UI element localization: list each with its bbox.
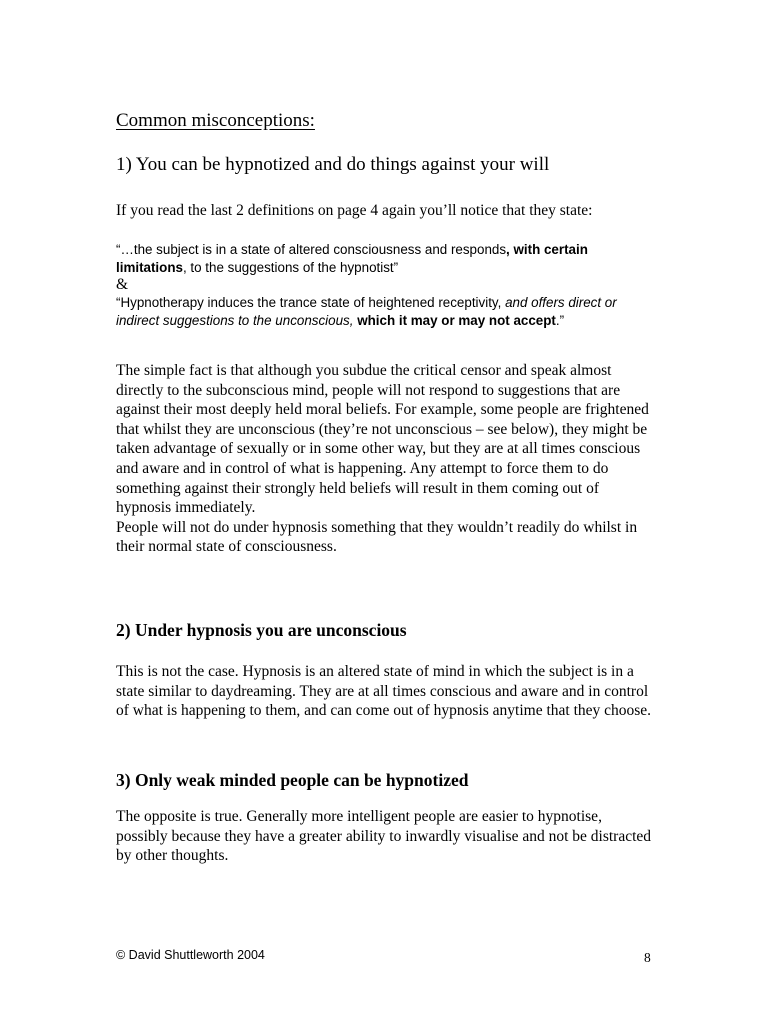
page-number: 8 <box>644 950 651 965</box>
quote-1-text: “…the subject is in a state of altered consciousness and responds <box>116 242 507 257</box>
section-2-heading: 2) Under hypnosis you are unconscious <box>116 620 407 640</box>
section-3-heading: 3) Only weak minded people can be hypnotized <box>116 770 469 790</box>
definition-quote-2 <box>116 294 656 329</box>
quote-1-emphasis: , with certain limitations <box>116 242 588 275</box>
quote-1-end: , to the suggestions of the hypnotist” <box>182 259 399 275</box>
footer-copyright: © David Shuttleworth 2004 <box>116 948 265 962</box>
ampersand: & <box>116 276 129 293</box>
definition-quote-1 <box>116 241 656 276</box>
quote-2-end: .” <box>555 312 565 328</box>
section-3-paragraph: The opposite is true. Generally more intelligent people are easier to hypnotise, possibly because they have a greater ability to inwardly visualise and not be distracted by other thoughts. <box>116 808 652 864</box>
section-1-intro: If you read the last 2 definitions on page 4 again you’ll notice that they state: <box>116 202 593 219</box>
quote-2-emphasis: which it may or may not accept <box>357 312 556 328</box>
section-1-paragraph-2: People will not do under hypnosis something that they wouldn’t readily do whilst in their normal state of consciousness. <box>116 518 638 556</box>
section-1-body <box>116 361 656 557</box>
section-1-heading: 1) You can be hypnotized and do things against your will <box>116 154 550 175</box>
quote-2-italic: and offers direct or indirect suggestions to the unconscious, <box>116 295 617 328</box>
section-1-paragraph-1: The simple fact is that although you subdue the critical censor and speak almost directly to the subconscious mind, people will not respond to suggestions that are against their most deeply held moral beliefs. For example, some people are frightened that whilst they are unconscious (they’re not unconscious – see below), they might be taken advantage of sexually or in some other way, but they are at all times conscious and aware and in control of what is happening. Any attempt to force them to do something against their strongly held beliefs will result in them coming out of hypnosis immediately. <box>116 362 649 517</box>
page-title: Common misconceptions: <box>116 110 315 131</box>
section-2-paragraph: This is not the case. Hypnosis is an altered state of mind in which the subject is in a state similar to daydreaming. They are at all times conscious and aware and in control of what is happening to them, and can come out of hypnosis anytime that they choose. <box>116 663 652 719</box>
quote-2-text: “Hypnotherapy induces the trance state of heightened receptivity, <box>116 295 506 310</box>
